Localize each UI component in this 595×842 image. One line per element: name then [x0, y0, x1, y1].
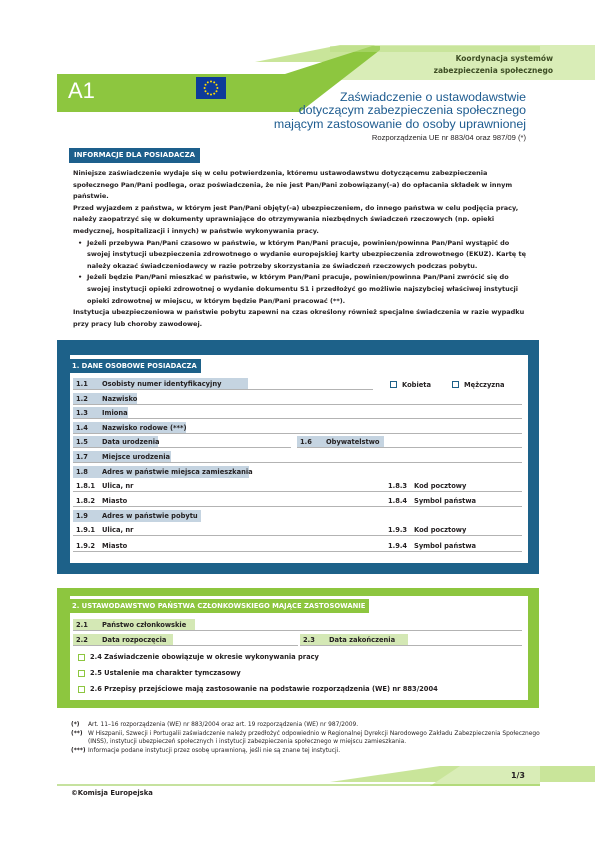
field-1-8: 1.8 Adres w państwie miejsca zamieszkania — [73, 466, 522, 478]
field-1-5[interactable]: 1.5 Data urodzenia — [73, 436, 291, 448]
male-checkbox[interactable] — [452, 381, 459, 388]
field-1-7[interactable]: 1.7 Miejsce urodzenia — [73, 451, 522, 463]
field-1-6[interactable]: 1.6 Obywatelstwo — [297, 436, 522, 448]
field-1-9-2[interactable]: 1.9.2 Miasto — [73, 540, 385, 552]
field-1-9-1[interactable]: 1.9.1 Ulica, nr — [73, 524, 385, 536]
page-band — [0, 760, 595, 790]
coordination-heading: Koordynacja systemów zabezpieczenia społecznego — [433, 54, 553, 75]
field-1-2[interactable]: 1.2 Nazwisko — [73, 393, 522, 405]
info-bullet-1: • Jeżeli przebywa Pan/Pani czasowo w państwie, w którym Pan/Pani pracuje, powinien/powinna Pan/Pani wystąpić do swojej instytucji ubezpieczenia zdrowotnego o wydanie europejskiej karty ubezpieczenia zdrowotnego (EKUZ). Kartę tę należy okazać świadczeniodawcy w razie potrzeby skorzystania ze świadczeń rzeczowych podczas pobytu. — [73, 238, 533, 273]
field-1-9-3[interactable]: 1.9.3 Kod pocztowy — [385, 524, 522, 536]
info-paragraph-3: Instytucja ubezpieczeniowa w państwie pobytu zapewni na czas określony również specjalne świadczenia w razie wypadku przy pracy lub choroby zawodowej. — [73, 308, 525, 328]
page-number: 1/3 — [510, 771, 525, 780]
checkbox-2-6[interactable] — [78, 686, 85, 693]
footnote-3: (***) Informacje podane instytucji przez osobę uprawnioną, jeśli nie są znane tej instytucji. — [71, 747, 341, 754]
field-2-2[interactable]: 2.2 Data rozpoczęcia — [73, 634, 298, 646]
info-paragraph-1: Niniejsze zaświadczenie wydaje się w celu potwierdzenia, któremu ustawodawstwu dotyczącemu zabezpieczenia społecznego Pan/Pani podlega, oraz poświadczenia, że nie jest Pan/Pani zobowiązany(-a) do opłacania składek w innym państwie. — [73, 169, 513, 201]
info-heading: INFORMACJE DLA POSIADACZA — [69, 148, 200, 163]
field-1-8-1[interactable]: 1.8.1 Ulica, nr — [73, 480, 385, 492]
female-label: Kobieta — [402, 381, 431, 389]
female-checkbox[interactable] — [390, 381, 397, 388]
field-2-1[interactable]: 2.1 Państwo członkowskie — [73, 619, 522, 631]
field-1-8-2[interactable]: 1.8.2 Miasto — [73, 495, 385, 507]
footnotes — [71, 721, 541, 755]
eu-flag-icon — [196, 77, 226, 99]
field-1-1[interactable]: 1.1 Osobisty numer identyfikacyjny — [73, 378, 373, 390]
field-2-3[interactable]: 2.3 Data zakończenia — [300, 634, 522, 646]
footnote-1: (*) Art. 11–16 rozporządzenia (WE) nr 883/2004 oraz art. 19 rozporządzenia (WE) nr 987/2009. — [71, 722, 359, 728]
label-2-4: 2.4 Zaświadczenie obowiązuje w okresie wykonywania pracy — [90, 653, 319, 661]
footnote-2: (**) W Hiszpanii, Szwecji i Portugalii zaświadczenie należy przedłożyć odpowiednio w Regionalnej Dyrekcji Narodowego Zakładu Zabezpieczenia Społecznego (INSS), instytucji ubezpieczeń społecznych i instytucji zabezpieczenia społecznego w miejscu zamieszkania. — [71, 730, 540, 745]
info-bullet-2: • Jeżeli będzie Pan/Pani mieszkać w państwie, w którym Pan/Pani pracuje, powinien/powinna Pan/Pani zwrócić się do swojej instytucji opieki zdrowotnej o wydanie dokumentu S1 i przedłożyć go możliwie najszybciej właściwej instytucji opieki zdrowotnej w miejscu, w którym będzie Pan/Pani pracować (**). — [73, 272, 533, 307]
field-1-9: 1.9 Adres w państwie pobytu — [73, 510, 522, 522]
form-code: A1 — [68, 78, 95, 103]
label-2-6: 2.6 Przepisy przejściowe mają zastosowanie na podstawie rozporządzenia (WE) nr 883/2004 — [90, 685, 438, 693]
field-1-8-3[interactable]: 1.8.3 Kod pocztowy — [385, 480, 522, 492]
field-1-4[interactable]: 1.4 Nazwisko rodowe (***) — [73, 422, 522, 434]
info-text — [73, 168, 533, 330]
info-paragraph-2: Przed wyjazdem z państwa, w którym jest Pan/Pani objęty(-a) ubezpieczeniem, do innego państwa w celu podjęcia pracy, należy zaopatrzyć się w dokumenty uprawniające do otrzymywania niezbędnych świadczeń rzeczowych (np. opieki medycznej, hospitalizacji i innych) w państwie wykonywania pracy. — [73, 203, 519, 235]
regulation-reference: Rozporządzenia UE nr 883/04 oraz 987/09 (*) — [371, 133, 526, 142]
section-1-title: 1. DANE OSOBOWE POSIADACZA — [68, 359, 201, 373]
field-1-3[interactable]: 1.3 Imiona — [73, 407, 522, 419]
male-label: Mężczyzna — [464, 381, 505, 389]
document-title: Zaświadczenie o ustawodawstwie dotyczącym zabezpieczenia społecznego mającym zastosowanie do osoby uprawnionej — [273, 90, 526, 131]
checkbox-2-5[interactable] — [78, 670, 85, 677]
copyright: ©Komisja Europejska — [71, 789, 153, 797]
section-2-title: 2. USTAWODAWSTWO PAŃSTWA CZŁONKOWSKIEGO MAJĄCE ZASTOSOWANIE — [68, 599, 369, 613]
label-2-5: 2.5 Ustalenie ma charakter tymczasowy — [90, 669, 241, 677]
checkbox-2-4[interactable] — [78, 654, 85, 661]
field-1-9-4[interactable]: 1.9.4 Symbol państwa — [385, 540, 522, 552]
field-1-8-4[interactable]: 1.8.4 Symbol państwa — [385, 495, 522, 507]
